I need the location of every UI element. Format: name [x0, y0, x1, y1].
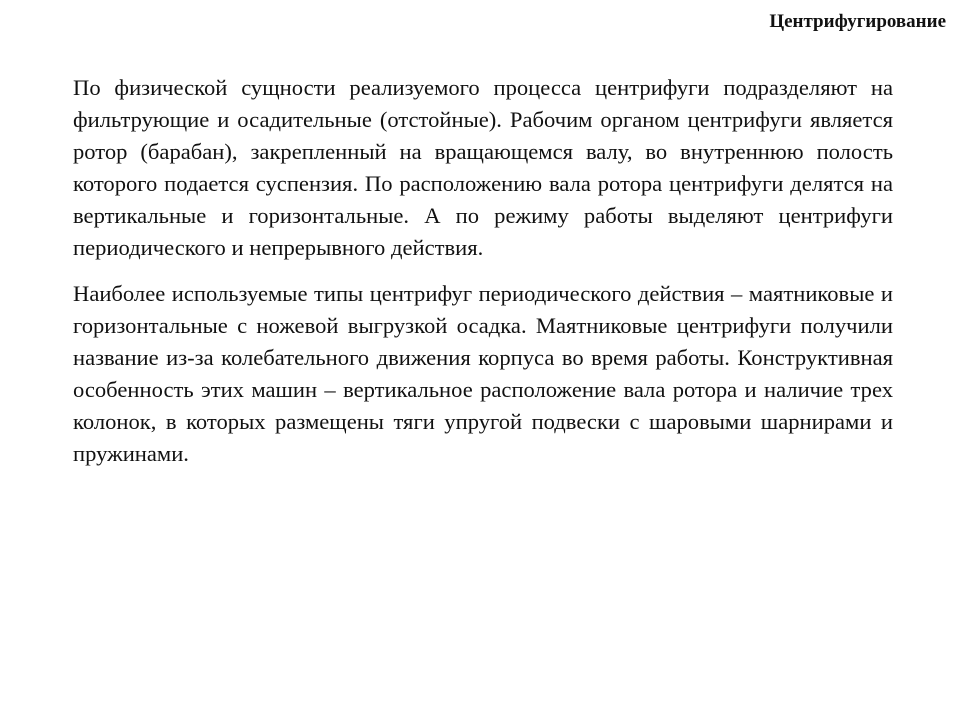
- slide-title: Центрифугирование: [769, 11, 946, 32]
- slide-body: [73, 72, 893, 470]
- paragraph-centrifuge-types: По физической сущности реализуемого процесса центрифуги подразделяют на фильтрующие и осадительные (отстойные). Рабочим органом центрифуги является ротор (барабан), закрепленный на вращающемся валу, во внутреннюю полость которого подается суспензия. По расположению вала ротора центрифуги делятся на вертикальные и горизонтальные. А по режиму работы выделяют центрифуги периодического и непрерывного действия.: [73, 75, 893, 260]
- paragraph-pendulum-centrifuges: Наиболее используемые типы центрифуг периодического действия – маятниковые и горизонтальные с ножевой выгрузкой осадка. Маятниковые центрифуги получили название из-за колебательного движения корпуса во время работы. Конструктивная особенность этих машин – вертикальное расположение вала ротора и наличие трех колонок, в которых размещены тяги упругой подвески с шаровыми шарнирами и пружинами.: [73, 281, 893, 466]
